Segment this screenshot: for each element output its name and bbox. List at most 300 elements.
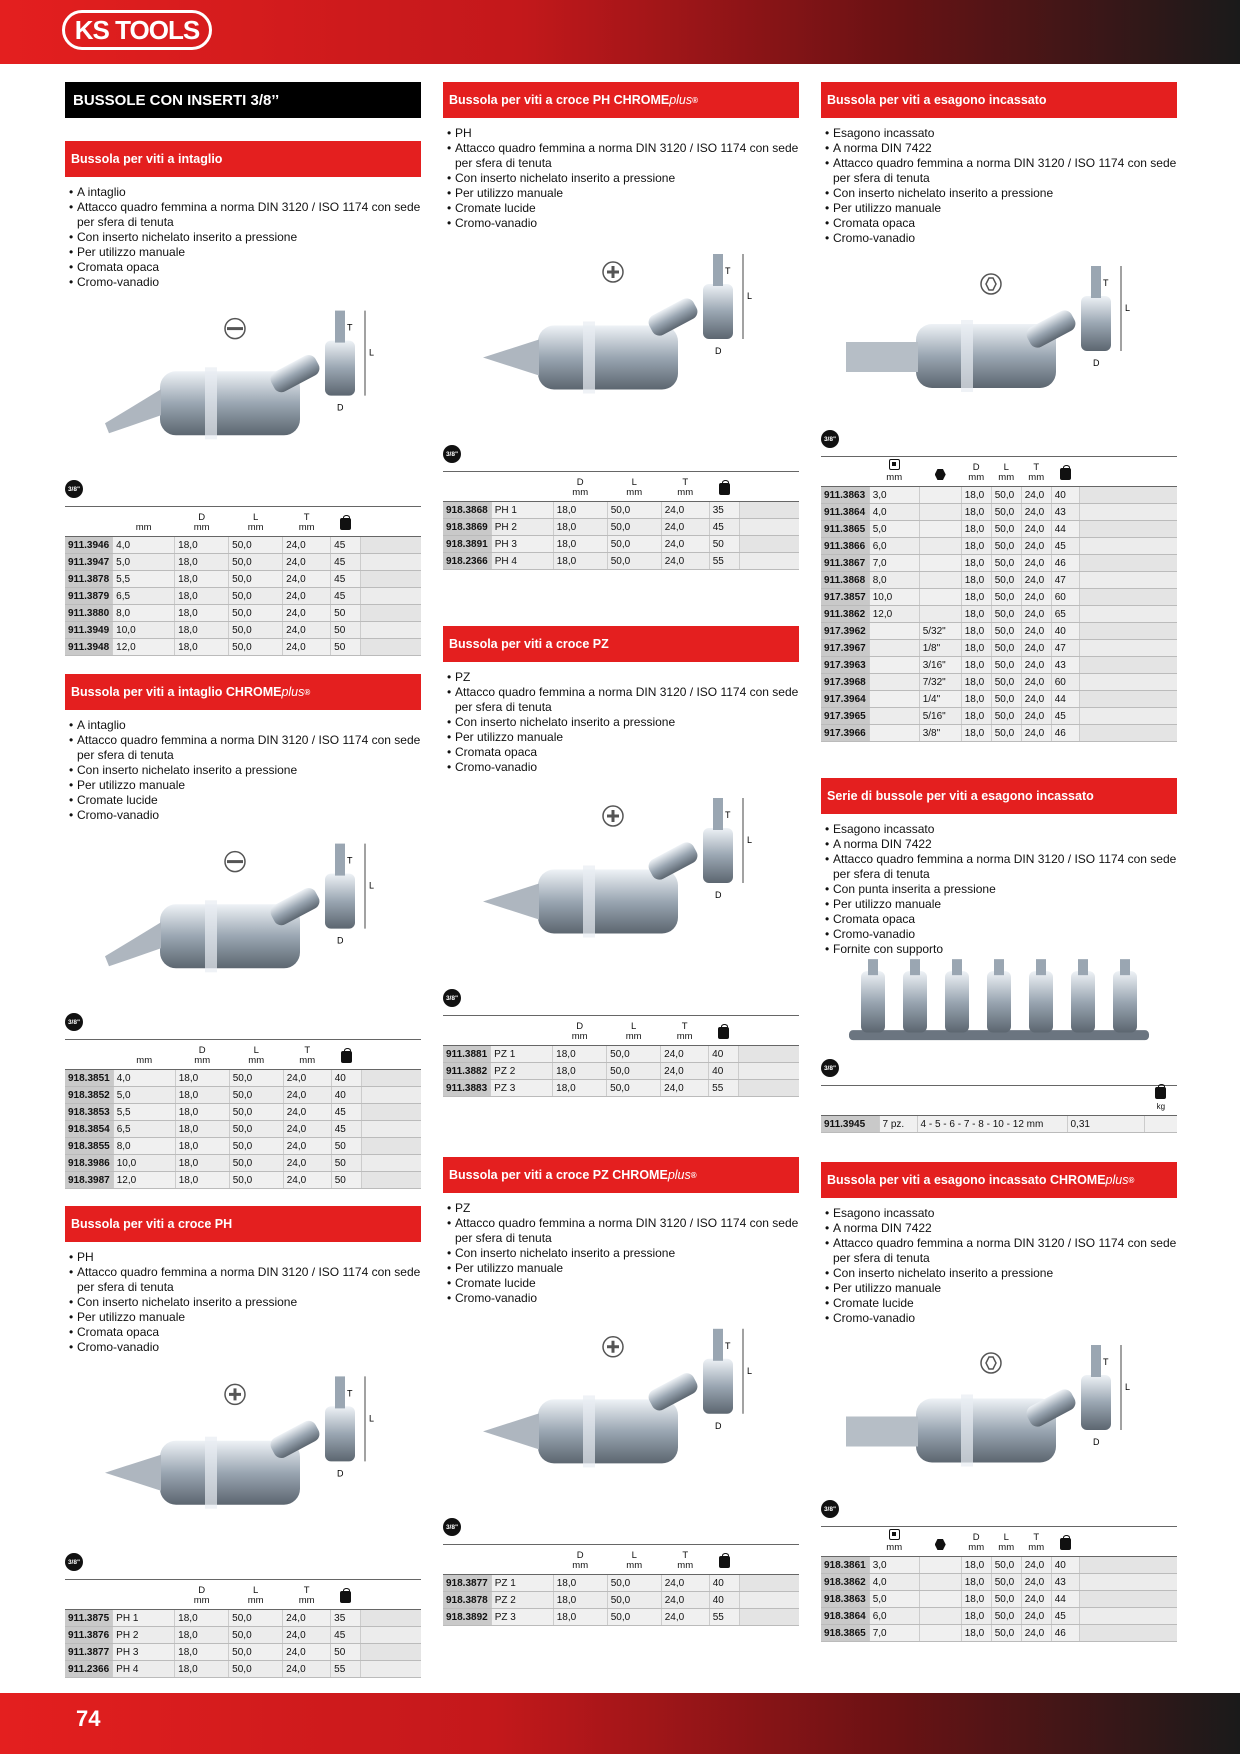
drive-size-badge: 3/8" [443,989,461,1007]
weight-icon [340,1591,351,1603]
column-header [919,457,961,487]
table-cell: 24,0 [661,519,709,536]
table-cell: 45 [331,537,361,554]
table-row [821,708,1177,725]
socket-illustration [65,290,421,496]
header-label: mm [1028,472,1045,483]
page-number: 74 [76,1706,101,1731]
table-cell: 50,0 [991,555,1021,572]
table-cell: 6,0 [869,538,919,555]
table-cell: 55 [331,1661,361,1678]
table-cell: 24,0 [283,1644,331,1661]
table-cell: 5,0 [869,521,919,538]
article-code: 911.3945 [821,1116,879,1133]
column-header [607,472,661,502]
table-cell: 50,0 [991,1574,1021,1591]
weight-header [1145,1086,1177,1116]
article-code: 918.3986 [65,1155,113,1172]
registered-mark: ® [690,1170,697,1180]
main-title-block [65,82,421,118]
table-cell: 18,0 [175,588,229,605]
svg-text:T: T [1103,1357,1109,1367]
table-cell: 24,0 [1021,521,1051,538]
table-cell: 18,0 [553,536,607,553]
section-pozidriv-socket [443,626,799,1097]
spec-table [65,1039,421,1189]
feature-item: • Attacco quadro femmina a norma DIN 3120 / ISO 1174 con sede per sfera di tenuta [69,1265,421,1295]
header-label: mm [572,1560,589,1571]
feature-item: • A norma DIN 7422 [825,837,1177,852]
table-cell: 24,0 [283,1627,331,1644]
table-cell: 60 [1051,674,1079,691]
table-cell: 46 [1051,555,1079,572]
section-header [443,1157,799,1193]
header-label: mm [298,1595,315,1606]
table-cell: 24,0 [661,1592,709,1609]
svg-text:T: T [347,855,353,866]
product-image [443,775,799,1015]
table-cell: 40 [1051,623,1079,640]
table-header-row [443,1016,799,1046]
table-cell: 45 [709,519,739,536]
table-cell: PH 4 [491,553,553,570]
svg-text:L: L [747,291,753,301]
column-header [175,1580,229,1610]
article-code: 911.3878 [65,571,113,588]
svg-text:T: T [1103,278,1109,288]
header-label: L [253,512,259,523]
table-cell: 18,0 [175,622,229,639]
table-cell: 50,0 [991,487,1021,504]
article-code: 911.3876 [65,1627,113,1644]
article-code: 917.3968 [821,674,869,691]
column-header [443,1545,491,1575]
table-row [821,1557,1177,1574]
column-header [821,1527,869,1557]
table-cell: 50,0 [229,1661,283,1678]
table-row [65,605,421,622]
table-row [65,1644,421,1661]
article-code: 918.3854 [65,1121,113,1138]
section-header [821,778,1177,814]
feature-item: • Cromo-vanadio [825,231,1177,246]
table-cell [869,725,919,742]
table-cell: 4,0 [869,504,919,521]
article-code: 911.3883 [443,1080,491,1097]
drive-size-badge: 3/8" [443,1518,461,1536]
table-cell: 44 [1051,691,1079,708]
table-cell: 50,0 [607,1592,661,1609]
feature-item: • Cromo-vanadio [69,808,421,823]
feature-item: • Con inserto nichelato inserito a pressione [447,715,799,730]
table-cell: 18,0 [175,639,229,656]
feature-list [65,718,421,823]
header-label: mm [193,1595,210,1606]
feature-item: • Con inserto nichelato inserito a pressione [69,230,421,245]
feature-item: • Cromo-vanadio [447,760,799,775]
table-cell: 47 [1051,640,1079,657]
table-header-row [65,1040,421,1070]
column-header [443,472,491,502]
column-header [961,457,991,487]
article-code: 918.3855 [65,1138,113,1155]
table-header-row [821,1086,1177,1116]
table-cell: 50,0 [229,1627,283,1644]
weight-header [709,1545,739,1575]
feature-item: • Cromo-vanadio [825,927,1177,942]
column-header [229,1040,283,1070]
table-cell: 50,0 [607,502,661,519]
weight-icon [1155,1087,1166,1099]
table-cell: 50,0 [991,504,1021,521]
header-label: mm [193,522,210,533]
table-cell: 24,0 [1021,657,1051,674]
table-cell: 5/16" [919,708,961,725]
table-cell: 24,0 [283,1121,331,1138]
column-header [869,457,919,487]
table-cell: PZ 3 [491,1080,553,1097]
drive-size-badge: 3/8" [821,1500,839,1518]
feature-item: • Con inserto nichelato inserito a pressione [447,171,799,186]
feature-list [821,822,1177,957]
table-row [65,1138,421,1155]
drive-size-badge: 3/8" [821,1059,839,1077]
table-cell: 18,0 [175,1627,229,1644]
table-header-row [821,457,1177,487]
column-header [283,1040,331,1070]
table-row [65,1661,421,1678]
weight-header [709,472,739,502]
table-cell: 18,0 [961,504,991,521]
table-cell: 18,0 [553,553,607,570]
table-row [443,1575,799,1592]
table-cell: 50,0 [229,588,283,605]
product-image [443,231,799,471]
article-code: 918.3868 [443,502,491,519]
table-cell: 18,0 [961,674,991,691]
header-label: mm [1028,1542,1045,1553]
table-cell: 50,0 [991,1608,1021,1625]
section-hex-socket-chromeplus [821,1162,1177,1642]
feature-item: • Con inserto nichelato inserito a pressione [447,1246,799,1261]
svg-text:L: L [747,1365,753,1376]
table-cell: 8,0 [113,1138,175,1155]
table-cell: 1/8" [919,640,961,657]
table-cell: 1/4" [919,691,961,708]
table-cell: 50 [331,1138,361,1155]
table-cell: 50,0 [991,725,1021,742]
table-cell [869,691,919,708]
column-header [661,1545,709,1575]
socket-illustration [443,775,799,1005]
spec-table [443,1544,799,1626]
feature-item: • A norma DIN 7422 [825,141,1177,156]
header-label: T [303,1585,310,1596]
feature-item: • Per utilizzo manuale [447,1261,799,1276]
table-cell: 40 [331,1070,361,1087]
table-cell: 24,0 [661,1080,709,1097]
table-row [443,1046,799,1063]
table-cell: 24,0 [283,554,331,571]
table-cell: 50,0 [607,1575,661,1592]
table-cell: 18,0 [961,572,991,589]
table-cell: 24,0 [1021,538,1051,555]
table-cell: 18,0 [175,537,229,554]
table-cell: PH 3 [113,1644,175,1661]
table-cell: 50,0 [229,537,283,554]
table-cell: 44 [1051,521,1079,538]
table-cell: 50,0 [229,1070,283,1087]
table-cell: 4,0 [113,537,175,554]
feature-item: • Cromo-vanadio [447,216,799,231]
registered-mark: ® [692,95,699,105]
socket-illustration [821,246,1177,446]
table-cell: 10,0 [113,1155,175,1172]
table-cell: 24,0 [283,605,331,622]
table-cell: 3,0 [869,487,919,504]
table-row [443,519,799,536]
table-cell: PZ 1 [491,1046,553,1063]
table-row [65,1070,421,1087]
table-cell: 24,0 [283,1610,331,1627]
table-cell: 65 [1051,606,1079,623]
table-cell: 18,0 [175,1610,229,1627]
header-label: mm [676,1031,693,1042]
feature-item: • Cromo-vanadio [69,275,421,290]
header-label: mm [886,472,903,483]
feature-list [65,1250,421,1355]
table-cell: 18,0 [553,502,607,519]
feature-item: • Cromata opaca [825,912,1177,927]
table-row [821,623,1177,640]
section-header [65,1206,421,1242]
article-code: 917.3963 [821,657,869,674]
table-cell: 10,0 [113,622,175,639]
feature-item: • A intaglio [69,718,421,733]
table-cell [869,623,919,640]
svg-text:T: T [725,1340,731,1351]
table-cell: 18,0 [175,1155,229,1172]
table-row [821,1574,1177,1591]
table-cell: 45 [331,1121,361,1138]
table-cell: 24,0 [1021,1608,1051,1625]
spec-table [443,1015,799,1097]
table-cell: 18,0 [961,606,991,623]
table-cell: 50,0 [229,1172,283,1189]
table-cell: 18,0 [961,708,991,725]
table-cell: 18,0 [175,1644,229,1661]
feature-item: • Cromata opaca [69,260,421,275]
svg-text:T: T [347,322,353,333]
feature-item: • Attacco quadro femmina a norma DIN 3120 / ISO 1174 con sede per sfera di tenuta [825,852,1177,882]
section-title: Bussola per viti a esagono incassato [827,93,1047,107]
table-cell: 24,0 [661,1575,709,1592]
table-cell: 40 [1051,1557,1079,1574]
svg-text:T: T [725,266,731,276]
drive-size-badge: 3/8" [443,445,461,463]
drive-size-badge: 3/8" [65,480,83,498]
table-cell: 24,0 [1021,623,1051,640]
table-cell: 3/16" [919,657,961,674]
column-header [1021,1527,1051,1557]
table-cell: 24,0 [1021,708,1051,725]
table-cell: 50,0 [229,1087,283,1104]
article-code: 918.3851 [65,1070,113,1087]
header-label: mm [135,522,152,533]
table-cell: 50,0 [607,519,661,536]
article-code: 911.3947 [65,554,113,571]
table-cell: 45 [331,554,361,571]
table-cell [919,1591,961,1608]
weight-header [331,507,361,537]
table-cell: 24,0 [283,1661,331,1678]
header-label: D [198,1585,206,1596]
table-cell: 18,0 [553,1046,607,1063]
weight-icon [719,483,730,495]
table-cell: 50,0 [229,571,283,588]
section-hex-socket-set [821,778,1177,1133]
table-cell: 18,0 [961,1625,991,1642]
table-cell: 24,0 [283,571,331,588]
section-phillips-socket [65,1206,421,1678]
article-code: 911.3868 [821,572,869,589]
column-header [283,1580,331,1610]
table-cell: 24,0 [283,1172,331,1189]
table-cell: 24,0 [1021,1625,1051,1642]
weight-icon [1060,468,1071,480]
spec-table [821,456,1177,742]
feature-item: • Cromata opaca [69,1325,421,1340]
weight-icon [718,1027,729,1039]
product-image [443,1306,799,1544]
svg-text:D: D [337,402,344,413]
header-label: T [1033,462,1040,473]
table-cell: 18,0 [961,640,991,657]
socket-illustration [443,231,799,461]
table-cell [919,538,961,555]
weight-icon [341,1051,352,1063]
feature-item: • Per utilizzo manuale [69,245,421,260]
column-header [443,1016,491,1046]
section-title: Bussola per viti a croce PZ CHROME [449,1168,668,1182]
table-cell: 45 [1051,538,1079,555]
section-title-plus: plus [281,685,305,699]
header-label: mm [572,487,589,498]
column-header [991,457,1021,487]
page-title: BUSSOLE CON INSERTI 3/8’’ [65,82,421,118]
feature-item: • Per utilizzo manuale [825,201,1177,216]
weight-icon [719,1556,730,1568]
column-header [607,1016,661,1046]
table-cell: 18,0 [961,1574,991,1591]
table-cell: 24,0 [1021,555,1051,572]
column-header [113,1580,175,1610]
article-code: 911.3879 [65,588,113,605]
section-header [443,82,799,118]
feature-item: • Cromate lucide [69,793,421,808]
table-cell: 50 [331,1644,361,1661]
table-cell: 43 [1051,657,1079,674]
table-cell: 24,0 [283,1138,331,1155]
header-label: mm [677,487,694,498]
header-label: mm [247,522,264,533]
column-header [113,1040,175,1070]
weight-icon [1060,1538,1071,1550]
feature-item: • Cromata opaca [825,216,1177,231]
feature-list [821,126,1177,246]
section-title: Bussola per viti a intaglio [71,152,223,166]
registered-mark: ® [1128,1175,1135,1185]
table-cell: 24,0 [1021,674,1051,691]
header-label: T [1033,1532,1040,1543]
table-cell: 60 [1051,589,1079,606]
table-header-row [821,1527,1177,1557]
table-cell: 50 [331,639,361,656]
article-code: 918.3863 [821,1591,869,1608]
table-cell: 50,0 [229,1644,283,1661]
article-code: 911.3946 [65,537,113,554]
table-cell: PH 3 [491,536,553,553]
article-code: 918.3861 [821,1557,869,1574]
header-label: D [576,477,584,488]
section-slotted-socket [65,141,421,656]
spec-table [65,1579,421,1678]
table-cell: PZ 1 [491,1575,553,1592]
table-cell: 5,0 [113,554,175,571]
table-row [443,1063,799,1080]
article-code: 918.3987 [65,1172,113,1189]
table-cell: 18,0 [961,1591,991,1608]
table-cell: 47 [1051,572,1079,589]
table-cell: 4,0 [113,1070,175,1087]
article-code: 917.3857 [821,589,869,606]
table-cell: 18,0 [553,1080,607,1097]
feature-item: • Per utilizzo manuale [447,730,799,745]
table-row [65,1121,421,1138]
feature-item: • Attacco quadro femmina a norma DIN 3120 / ISO 1174 con sede per sfera di tenuta [69,733,421,763]
section-phillips-socket-chromeplus [443,82,799,570]
feature-item: • Attacco quadro femmina a norma DIN 3120 / ISO 1174 con sede per sfera di tenuta [447,141,799,171]
svg-text:T: T [725,810,731,820]
table-cell: 18,0 [961,555,991,572]
table-cell: 18,0 [175,1070,229,1087]
table-cell: 12,0 [869,606,919,623]
table-cell [919,606,961,623]
column-header [65,1040,113,1070]
column-header [229,507,283,537]
socket-illustration [65,823,421,1029]
table-cell: 55 [709,553,739,570]
article-code: 911.3863 [821,487,869,504]
table-cell: 18,0 [553,1063,607,1080]
table-cell: 40 [709,1592,739,1609]
section-title: Bussola per viti a intaglio CHROME [71,685,282,699]
table-cell: PZ 2 [491,1592,553,1609]
feature-item: • Fornite con supporto [825,942,1177,957]
table-cell: 24,0 [661,1046,709,1063]
drive-size-badge: 3/8" [65,1013,83,1031]
article-code: 918.2366 [443,553,491,570]
table-cell: 24,0 [1021,640,1051,657]
table-cell: 12,0 [113,639,175,656]
table-row [821,1116,1177,1133]
header-label: mm [194,1055,211,1066]
product-image [65,823,421,1039]
table-cell: 18,0 [175,1661,229,1678]
table-cell: PH 2 [113,1627,175,1644]
column-header [553,1545,607,1575]
table-cell: 5,5 [113,1104,175,1121]
